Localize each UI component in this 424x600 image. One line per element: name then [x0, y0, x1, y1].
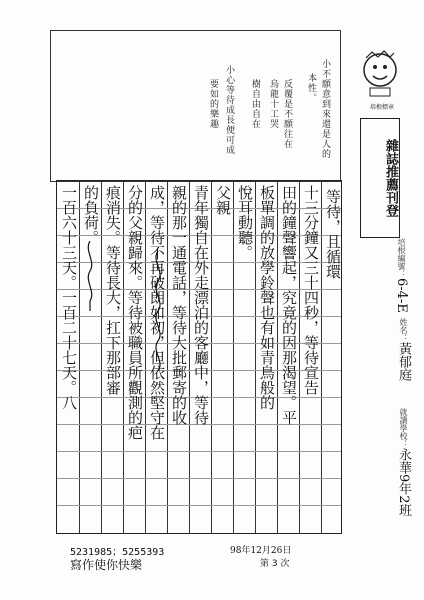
composition-line: 十三分鐘又三十四秒，等待宣告 — [302, 185, 320, 395]
name-field — [394, 318, 413, 381]
id-field — [394, 238, 409, 313]
page-label: 第 — [260, 559, 270, 569]
school-value: 永華9年2班 — [396, 448, 411, 517]
id-label: 培根編號： — [397, 238, 406, 278]
comment-line: 小心等待成長便可成 — [224, 65, 234, 155]
edit-mark-icon — [83, 241, 97, 311]
composition-line: 一百六十三天。一百二十七天。八 — [60, 185, 78, 410]
comment-line: 本性。 — [306, 73, 316, 103]
logo-label: 培根標章 — [369, 104, 394, 111]
teacher-comment-box — [50, 30, 341, 182]
school-label: 就讀學校： — [399, 408, 408, 448]
comment-line: 要如的樂趣 — [208, 79, 218, 129]
comment-line: 烏龍十工哭 — [268, 79, 278, 129]
school-field — [394, 408, 413, 517]
composition-line: 親的那一通電話，等待大批郵寄的收 — [170, 185, 188, 425]
comment-line: 小不願意到來還是人的 — [320, 59, 330, 159]
composition-line: 的負荷。 — [82, 185, 100, 245]
composition-line: 青年獨自在外走漂泊的客廳中，等待 — [192, 185, 210, 425]
comment-line: 反覆是不願往在 — [282, 79, 292, 149]
composition-line: 成，等待不再破朗如初，但依然堅守在 — [148, 185, 166, 440]
submission-date: 98年12月26日 — [230, 546, 292, 556]
footer-slogan: 寫作使你快樂 — [70, 558, 143, 572]
comment-line: 樹自由自在 — [250, 79, 260, 129]
name-value: 黃郁庭 — [396, 342, 411, 381]
footer-numbers: 5231985；5255393 — [70, 547, 165, 558]
composition-line: 等待，且循環 — [324, 189, 342, 279]
composition-line: 板單調的放學鈴聲也有如青鳥般的 — [258, 185, 276, 410]
page-number-value: 3 — [271, 559, 278, 569]
recommend-title: 雜誌推薦刊登 — [360, 118, 400, 238]
composition-line: 分的父親歸來。等待被職員所觀測的疤 — [126, 185, 144, 440]
id-value: 6-4-E — [394, 278, 409, 313]
page-number — [260, 556, 290, 569]
composition-line: 悅耳動聽。 — [236, 185, 254, 260]
name-label: 姓名： — [399, 318, 408, 342]
composition-line: 父親 — [214, 185, 232, 215]
writing-grid — [56, 180, 342, 534]
composition-line: 田的鐘聲響起，究竟的因那渴望。平 — [280, 185, 298, 425]
composition-line: 痕消失。等待長大，扛下那部審 — [104, 185, 122, 395]
edit-mark-icon — [149, 251, 167, 371]
bacon-seal-icon — [360, 48, 400, 100]
page-suffix: 次 — [280, 559, 290, 569]
